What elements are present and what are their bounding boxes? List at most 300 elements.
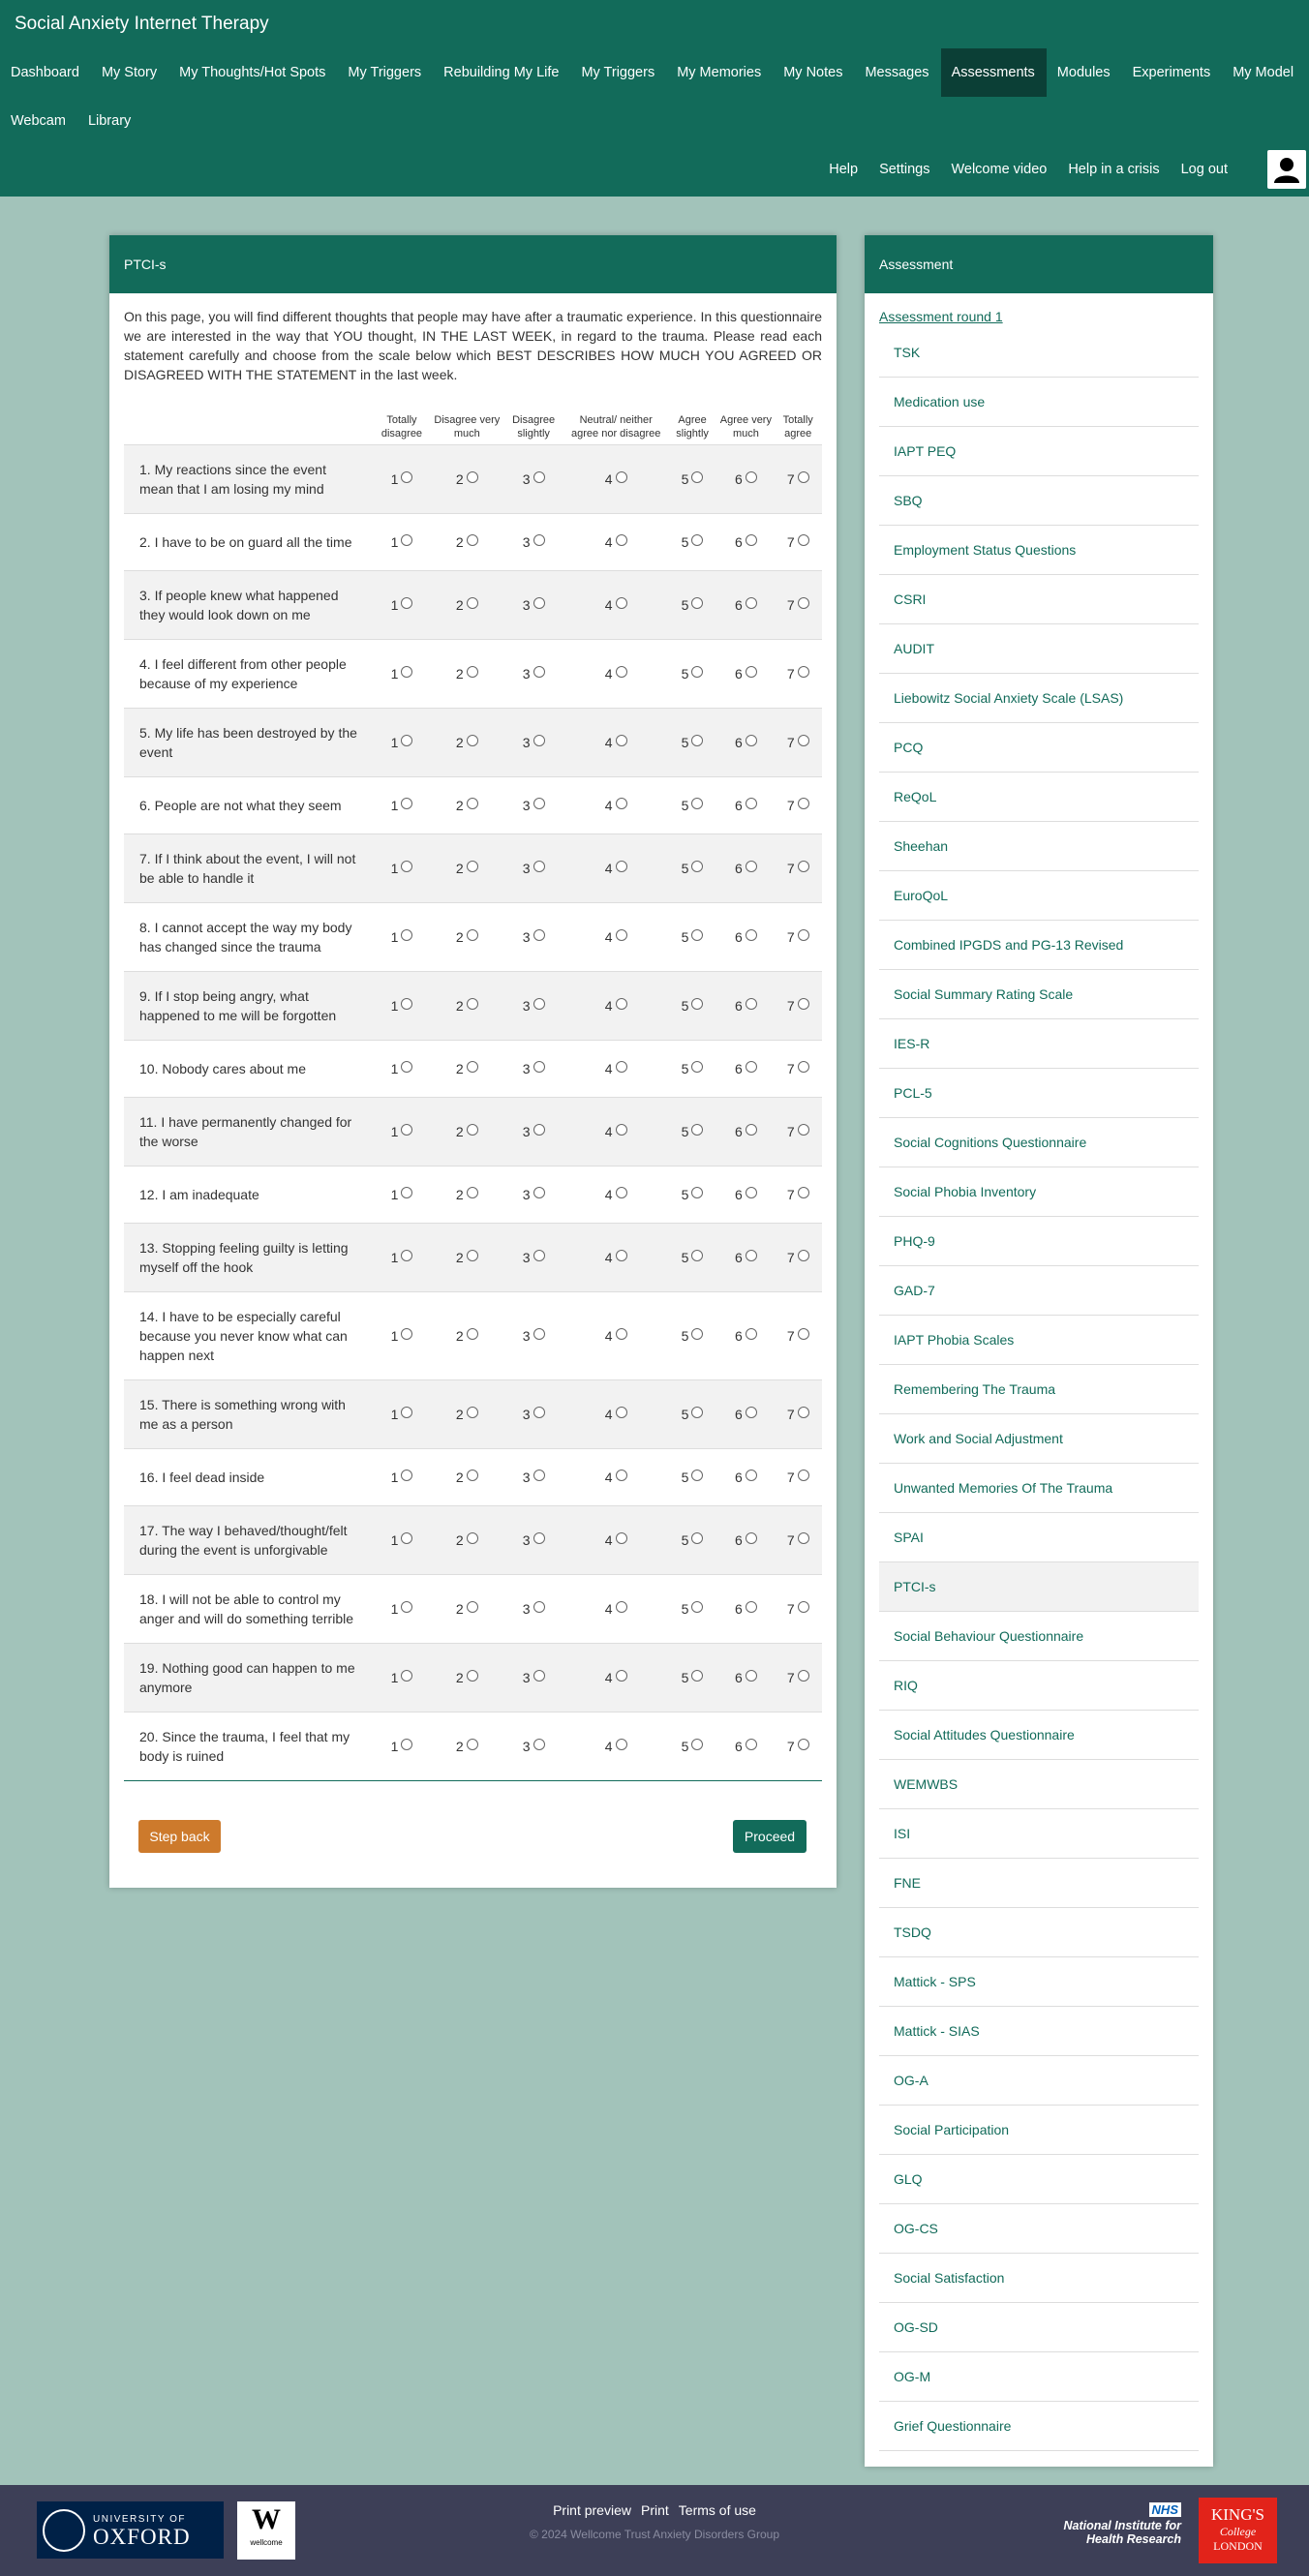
answer-radio[interactable]: [616, 534, 627, 546]
sidebar-item[interactable]: Social Attitudes Questionnaire: [879, 1711, 1199, 1760]
answer-radio[interactable]: [746, 1532, 757, 1544]
sidebar-item[interactable]: Liebowitz Social Anxiety Scale (LSAS): [879, 674, 1199, 723]
option-number: 7: [786, 1186, 795, 1202]
answer-radio[interactable]: [616, 1061, 627, 1073]
option-number: 7: [786, 797, 795, 813]
answer-radio[interactable]: [691, 666, 703, 678]
answer-radio[interactable]: [401, 1187, 412, 1198]
question-text: 17. The way I behaved/thought/felt during the event is unforgivable: [124, 1505, 372, 1574]
answer-radio[interactable]: [467, 1328, 478, 1340]
answer-radio[interactable]: [467, 929, 478, 941]
answer-radio[interactable]: [401, 1601, 412, 1613]
answer-option: [774, 1505, 822, 1574]
option-number: 6: [734, 1600, 743, 1617]
sidebar-item[interactable]: Unwanted Memories Of The Trauma: [879, 1464, 1199, 1513]
answer-radio[interactable]: [401, 1407, 412, 1418]
answer-radio[interactable]: [401, 1470, 412, 1481]
sidebar-item[interactable]: PTCI-s: [879, 1562, 1199, 1612]
question-row: [124, 513, 822, 570]
answer-radio[interactable]: [467, 1532, 478, 1544]
answer-radio[interactable]: [401, 929, 412, 941]
sidebar-item[interactable]: CSRI: [879, 575, 1199, 624]
answer-radio[interactable]: [798, 1601, 809, 1613]
answer-radio[interactable]: [746, 998, 757, 1010]
answer-radio[interactable]: [616, 597, 627, 609]
sidebar-item[interactable]: IAPT Phobia Scales: [879, 1316, 1199, 1365]
answer-radio[interactable]: [533, 597, 545, 609]
sidebar-item[interactable]: Combined IPGDS and PG-13 Revised: [879, 921, 1199, 970]
answer-option: [774, 1712, 822, 1780]
footer-link-terms-of-use[interactable]: Terms of use: [678, 2502, 756, 2518]
answer-radio[interactable]: [616, 1670, 627, 1682]
answer-radio[interactable]: [467, 735, 478, 746]
answer-radio[interactable]: [691, 1407, 703, 1418]
answer-radio[interactable]: [616, 861, 627, 872]
answer-radio[interactable]: [798, 471, 809, 483]
assessment-round-link[interactable]: Assessment round 1: [879, 309, 1003, 324]
answer-radio[interactable]: [467, 1407, 478, 1418]
nav-item-my-model[interactable]: My Model: [1233, 65, 1294, 80]
answer-radio[interactable]: [691, 1532, 703, 1544]
answer-radio[interactable]: [798, 1328, 809, 1340]
answer-radio[interactable]: [616, 471, 627, 483]
answer-option: [774, 971, 822, 1040]
option-number: 4: [604, 596, 613, 613]
sidebar-item[interactable]: ReQoL: [879, 773, 1199, 822]
option-number: 3: [522, 1406, 531, 1422]
sidebar-item[interactable]: Medication use: [879, 378, 1199, 427]
answer-radio[interactable]: [691, 798, 703, 809]
answer-radio[interactable]: [798, 534, 809, 546]
answer-radio[interactable]: [616, 929, 627, 941]
sidebar-item[interactable]: AUDIT: [879, 624, 1199, 674]
nav-item-modules[interactable]: Modules: [1056, 65, 1111, 80]
question-text: 3. If people knew what happened they would look down on me: [124, 570, 372, 639]
nav-item-messages[interactable]: Messages: [865, 65, 929, 80]
answer-radio[interactable]: [746, 1670, 757, 1682]
answer-radio[interactable]: [401, 1061, 412, 1073]
answer-radio[interactable]: [798, 798, 809, 809]
sidebar-item[interactable]: WEMWBS: [879, 1760, 1199, 1809]
option-number: 5: [681, 928, 689, 945]
nav-item-my-triggers[interactable]: My Triggers: [348, 65, 422, 80]
secondary-nav-welcome-video[interactable]: Welcome video: [951, 162, 1048, 177]
question-row: [124, 1574, 822, 1643]
answer-radio[interactable]: [798, 861, 809, 872]
answer-radio[interactable]: [691, 597, 703, 609]
answer-radio[interactable]: [401, 1532, 412, 1544]
user-icon: [1272, 155, 1301, 184]
answer-radio[interactable]: [746, 471, 757, 483]
answer-radio[interactable]: [616, 798, 627, 809]
answer-radio[interactable]: [401, 666, 412, 678]
answer-radio[interactable]: [691, 929, 703, 941]
answer-radio[interactable]: [533, 1739, 545, 1750]
answer-radio[interactable]: [401, 1670, 412, 1682]
option-number: 5: [681, 1738, 689, 1754]
answer-radio[interactable]: [401, 1328, 412, 1340]
proceed-button[interactable]: Proceed: [733, 1820, 807, 1853]
option-number: 5: [681, 533, 689, 550]
answer-option: [372, 444, 432, 513]
option-number: 2: [455, 1186, 464, 1202]
option-number: 2: [455, 1469, 464, 1485]
option-number: 7: [786, 596, 795, 613]
answer-option: [432, 776, 502, 833]
answer-radio[interactable]: [401, 861, 412, 872]
answer-radio[interactable]: [746, 1739, 757, 1750]
answer-option: [717, 833, 774, 902]
option-number: 3: [522, 997, 531, 1014]
secondary-nav-log-out[interactable]: Log out: [1180, 162, 1228, 177]
answer-radio[interactable]: [746, 1470, 757, 1481]
answer-option: [565, 1712, 667, 1780]
sidebar-item[interactable]: PHQ-9: [879, 1217, 1199, 1266]
answer-option: [565, 708, 667, 776]
answer-radio[interactable]: [533, 471, 545, 483]
answer-option: [372, 1643, 432, 1712]
sidebar-item[interactable]: IES-R: [879, 1019, 1199, 1069]
answer-radio[interactable]: [691, 1739, 703, 1750]
answer-option: [565, 1040, 667, 1097]
answer-radio[interactable]: [616, 1328, 627, 1340]
answer-radio[interactable]: [616, 1407, 627, 1418]
answer-radio[interactable]: [533, 1470, 545, 1481]
answer-radio[interactable]: [746, 534, 757, 546]
answer-radio[interactable]: [533, 1187, 545, 1198]
answer-option: [372, 776, 432, 833]
nav-item-my-thoughts-hot-spots[interactable]: My Thoughts/Hot Spots: [179, 65, 326, 80]
nav-item-experiments[interactable]: Experiments: [1132, 65, 1211, 80]
answer-option: [774, 570, 822, 639]
answer-radio[interactable]: [533, 1532, 545, 1544]
profile-button[interactable]: [1267, 150, 1306, 189]
answer-radio[interactable]: [691, 1061, 703, 1073]
answer-radio[interactable]: [798, 1061, 809, 1073]
panel-title: PTCI-s: [109, 235, 837, 293]
answer-option: [565, 971, 667, 1040]
answer-radio[interactable]: [467, 1739, 478, 1750]
option-number: 2: [455, 533, 464, 550]
answer-radio[interactable]: [746, 666, 757, 678]
answer-radio[interactable]: [798, 1670, 809, 1682]
answer-radio[interactable]: [401, 1124, 412, 1136]
answer-option: [372, 708, 432, 776]
option-number: 2: [455, 470, 464, 487]
question-text: 4. I feel different from other people because of my experience: [124, 639, 372, 708]
answer-radio[interactable]: [401, 1250, 412, 1261]
option-number: 7: [786, 1327, 795, 1344]
option-number: 1: [390, 596, 399, 613]
answer-radio[interactable]: [533, 1601, 545, 1613]
nihr-line-2: Health Research: [1086, 2532, 1181, 2546]
answer-radio[interactable]: [533, 1670, 545, 1682]
answer-option: [774, 1379, 822, 1448]
answer-radio[interactable]: [533, 1124, 545, 1136]
answer-radio[interactable]: [467, 861, 478, 872]
answer-radio[interactable]: [691, 1328, 703, 1340]
option-number: 5: [681, 470, 689, 487]
sidebar-item[interactable]: PCQ: [879, 723, 1199, 773]
sidebar-item[interactable]: Sheehan: [879, 822, 1199, 871]
option-number: 6: [734, 470, 743, 487]
answer-radio[interactable]: [401, 798, 412, 809]
nhs-logo-text: NHS: [1149, 2502, 1181, 2517]
sidebar-item[interactable]: OG-CS: [879, 2204, 1199, 2254]
answer-radio[interactable]: [691, 471, 703, 483]
scale-header: Totally agree: [782, 413, 813, 439]
nav-item-my-triggers[interactable]: My Triggers: [581, 65, 655, 80]
question-row: [124, 833, 822, 902]
answer-option: [565, 1097, 667, 1166]
nav-item-rebuilding-my-life[interactable]: Rebuilding My Life: [443, 65, 560, 80]
sidebar-item[interactable]: Social Summary Rating Scale: [879, 970, 1199, 1019]
answer-option: [502, 570, 565, 639]
sidebar-item[interactable]: IAPT PEQ: [879, 427, 1199, 476]
option-number: 6: [734, 1327, 743, 1344]
answer-radio[interactable]: [691, 1601, 703, 1613]
nihr-logo: [1051, 2501, 1181, 2560]
answer-radio[interactable]: [798, 998, 809, 1010]
answer-radio[interactable]: [467, 1470, 478, 1481]
nav-item-dashboard[interactable]: Dashboard: [11, 65, 79, 80]
answer-radio[interactable]: [616, 1124, 627, 1136]
secondary-nav-help[interactable]: Help: [829, 162, 859, 177]
option-number: 5: [681, 1249, 689, 1265]
answer-radio[interactable]: [401, 471, 412, 483]
answer-radio[interactable]: [798, 1470, 809, 1481]
option-number: 5: [681, 1060, 689, 1076]
answer-radio[interactable]: [616, 1470, 627, 1481]
answer-option: [565, 902, 667, 971]
option-number: 5: [681, 1327, 689, 1344]
secondary-nav-help-in-a-crisis[interactable]: Help in a crisis: [1068, 162, 1160, 177]
answer-radio[interactable]: [616, 735, 627, 746]
answer-radio[interactable]: [691, 861, 703, 872]
answer-radio[interactable]: [691, 534, 703, 546]
answer-radio[interactable]: [746, 597, 757, 609]
answer-radio[interactable]: [533, 798, 545, 809]
question-row: [124, 708, 822, 776]
answer-radio[interactable]: [691, 1187, 703, 1198]
answer-radio[interactable]: [467, 1250, 478, 1261]
answer-radio[interactable]: [533, 666, 545, 678]
answer-radio[interactable]: [467, 798, 478, 809]
sidebar-item[interactable]: SBQ: [879, 476, 1199, 526]
answer-radio[interactable]: [691, 1250, 703, 1261]
answer-option: [372, 971, 432, 1040]
answer-radio[interactable]: [467, 1670, 478, 1682]
answer-radio[interactable]: [467, 1061, 478, 1073]
sidebar-item[interactable]: Remembering The Trauma: [879, 1365, 1199, 1414]
answer-option: [432, 971, 502, 1040]
nav-item-assessments[interactable]: Assessments: [941, 48, 1047, 97]
answer-radio[interactable]: [691, 1124, 703, 1136]
sidebar-item[interactable]: Social Behaviour Questionnaire: [879, 1612, 1199, 1661]
answer-option: [432, 1574, 502, 1643]
answer-option: [667, 1712, 718, 1780]
sidebar-item[interactable]: OG-M: [879, 2352, 1199, 2402]
answer-radio[interactable]: [746, 798, 757, 809]
sidebar-item[interactable]: OG-SD: [879, 2303, 1199, 2352]
answer-radio[interactable]: [798, 1124, 809, 1136]
answer-option: [502, 639, 565, 708]
sidebar-item[interactable]: SPAI: [879, 1513, 1199, 1562]
answer-radio[interactable]: [401, 534, 412, 546]
answer-radio[interactable]: [533, 735, 545, 746]
question-row: [124, 971, 822, 1040]
question-text: 11. I have permanently changed for the worse: [124, 1097, 372, 1166]
question-text: 15. There is something wrong with me as a person: [124, 1379, 372, 1448]
answer-radio[interactable]: [616, 1532, 627, 1544]
sidebar-item[interactable]: OG-A: [879, 2056, 1199, 2106]
answer-radio[interactable]: [691, 1670, 703, 1682]
answer-radio[interactable]: [746, 1061, 757, 1073]
sidebar-item[interactable]: TSDQ: [879, 1908, 1199, 1957]
answer-radio[interactable]: [746, 735, 757, 746]
option-number: 4: [604, 734, 613, 750]
answer-radio[interactable]: [746, 1407, 757, 1418]
answer-option: [502, 1379, 565, 1448]
answer-radio[interactable]: [798, 1532, 809, 1544]
answer-radio[interactable]: [533, 1250, 545, 1261]
answer-radio[interactable]: [746, 929, 757, 941]
answer-radio[interactable]: [616, 1187, 627, 1198]
answer-radio[interactable]: [616, 1739, 627, 1750]
sidebar-item[interactable]: Mattick - SIAS: [879, 2007, 1199, 2056]
answer-radio[interactable]: [467, 998, 478, 1010]
sidebar-item[interactable]: Social Phobia Inventory: [879, 1167, 1199, 1217]
answer-radio[interactable]: [533, 1328, 545, 1340]
answer-radio[interactable]: [467, 597, 478, 609]
answer-option: [502, 1040, 565, 1097]
answer-radio[interactable]: [616, 666, 627, 678]
answer-radio[interactable]: [533, 534, 545, 546]
answer-radio[interactable]: [467, 1187, 478, 1198]
answer-radio[interactable]: [533, 1061, 545, 1073]
answer-radio[interactable]: [467, 534, 478, 546]
answer-radio[interactable]: [746, 1601, 757, 1613]
answer-radio[interactable]: [467, 471, 478, 483]
answer-radio[interactable]: [798, 1187, 809, 1198]
answer-option: [372, 1712, 432, 1780]
answer-option: [502, 708, 565, 776]
answer-option: [372, 1040, 432, 1097]
answer-option: [565, 639, 667, 708]
sidebar-item[interactable]: Grief Questionnaire: [879, 2402, 1199, 2451]
answer-radio[interactable]: [746, 1124, 757, 1136]
answer-radio[interactable]: [533, 998, 545, 1010]
answer-radio[interactable]: [691, 998, 703, 1010]
answer-radio[interactable]: [798, 1407, 809, 1418]
answer-radio[interactable]: [798, 735, 809, 746]
answer-option: [502, 1223, 565, 1291]
option-number: 5: [681, 596, 689, 613]
option-number: 1: [390, 734, 399, 750]
option-number: 6: [734, 1186, 743, 1202]
answer-radio[interactable]: [691, 1470, 703, 1481]
option-number: 6: [734, 1669, 743, 1685]
answer-radio[interactable]: [691, 735, 703, 746]
step-back-button[interactable]: Step back: [138, 1820, 221, 1853]
sidebar-item[interactable]: FNE: [879, 1859, 1199, 1908]
sidebar-item[interactable]: Social Participation: [879, 2106, 1199, 2155]
answer-radio[interactable]: [798, 1739, 809, 1750]
answer-radio[interactable]: [467, 666, 478, 678]
option-number: 3: [522, 1600, 531, 1617]
option-number: 1: [390, 1669, 399, 1685]
sidebar-item[interactable]: TSK: [879, 328, 1199, 378]
option-number: 1: [390, 665, 399, 682]
nav-item-my-story[interactable]: My Story: [101, 65, 158, 80]
sidebar-item[interactable]: ISI: [879, 1809, 1199, 1859]
answer-radio[interactable]: [616, 1601, 627, 1613]
nav-item-library[interactable]: Library: [87, 113, 132, 129]
footer-link-print[interactable]: Print: [640, 2502, 669, 2518]
app-title[interactable]: Social Anxiety Internet Therapy: [15, 14, 269, 34]
option-number: 2: [455, 734, 464, 750]
answer-radio[interactable]: [616, 1250, 627, 1261]
footer-link-print-preview[interactable]: Print preview: [553, 2502, 631, 2518]
answer-radio[interactable]: [533, 1407, 545, 1418]
answer-radio[interactable]: [401, 998, 412, 1010]
option-number: 1: [390, 1186, 399, 1202]
nav-item-webcam[interactable]: Webcam: [11, 113, 66, 129]
answer-radio[interactable]: [616, 998, 627, 1010]
answer-radio[interactable]: [533, 861, 545, 872]
answer-option: [667, 1643, 718, 1712]
answer-radio[interactable]: [467, 1601, 478, 1613]
answer-radio[interactable]: [746, 1187, 757, 1198]
sidebar-item[interactable]: Mattick - SPS: [879, 1957, 1199, 2007]
option-number: 4: [604, 797, 613, 813]
answer-radio[interactable]: [467, 1124, 478, 1136]
sidebar-item[interactable]: EuroQoL: [879, 871, 1199, 921]
answer-option: [502, 1505, 565, 1574]
option-number: 3: [522, 1531, 531, 1548]
sidebar-item[interactable]: Employment Status Questions: [879, 526, 1199, 575]
sidebar-item[interactable]: Work and Social Adjustment: [879, 1414, 1199, 1464]
sidebar-item[interactable]: RIQ: [879, 1661, 1199, 1711]
nav-item-my-notes[interactable]: My Notes: [783, 65, 843, 80]
answer-radio[interactable]: [746, 1328, 757, 1340]
answer-radio[interactable]: [798, 1250, 809, 1261]
option-number: 2: [455, 997, 464, 1014]
answer-radio[interactable]: [746, 861, 757, 872]
option-number: 3: [522, 797, 531, 813]
sidebar-item[interactable]: Social Cognitions Questionnaire: [879, 1118, 1199, 1167]
option-number: 2: [455, 1669, 464, 1685]
nav-item-my-memories[interactable]: My Memories: [677, 65, 762, 80]
sidebar-item[interactable]: GLQ: [879, 2155, 1199, 2204]
answer-radio[interactable]: [798, 666, 809, 678]
sidebar-item[interactable]: GAD-7: [879, 1266, 1199, 1316]
answer-radio[interactable]: [533, 929, 545, 941]
sidebar-item[interactable]: Social Satisfaction: [879, 2254, 1199, 2303]
answer-radio[interactable]: [401, 597, 412, 609]
option-number: 5: [681, 734, 689, 750]
sidebar-item[interactable]: PCL-5: [879, 1069, 1199, 1118]
answer-option: [717, 1097, 774, 1166]
answer-radio[interactable]: [746, 1250, 757, 1261]
answer-radio[interactable]: [401, 735, 412, 746]
answer-radio[interactable]: [401, 1739, 412, 1750]
answer-option: [565, 1379, 667, 1448]
answer-radio[interactable]: [798, 597, 809, 609]
answer-option: [502, 1097, 565, 1166]
answer-radio[interactable]: [798, 929, 809, 941]
secondary-nav-settings[interactable]: Settings: [879, 162, 930, 177]
